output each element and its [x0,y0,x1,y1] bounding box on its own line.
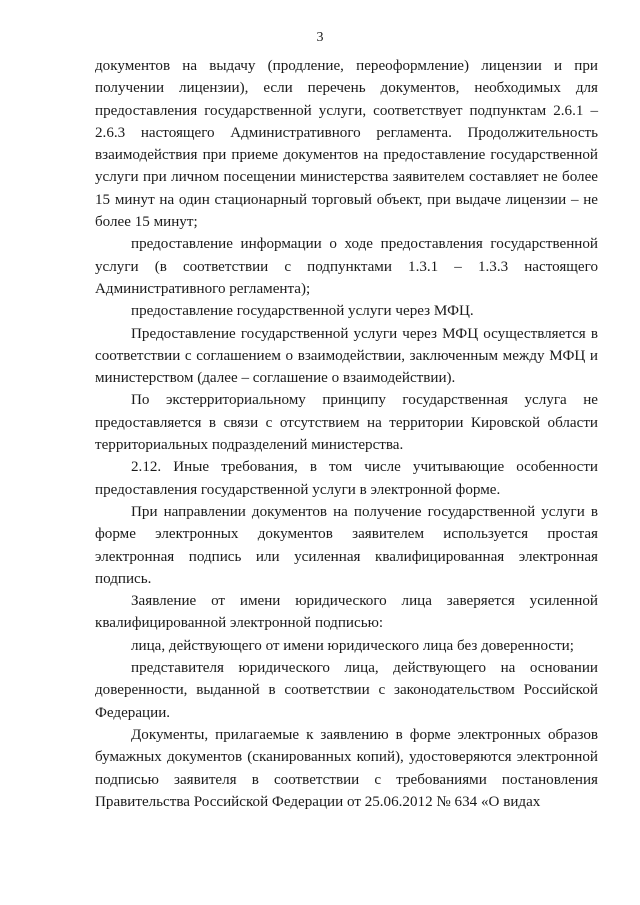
paragraph-section-2-12: 2.12. Иные требования, в том числе учитывающие особенности предоставления государственной услуги в электронной форме. [95,459,598,498]
paragraph-electronic-signature: При направлении документов на получение государственной услуги в форме электронных документов заявителем используется простая электронная подпись или усиленная квалифицированная электронная подпись. [95,503,598,587]
paragraph-legal-entity-signature: Заявление от имени юридического лица заверяется усиленной квалифицированной электронной подписью: [95,593,598,632]
paragraph-extraterritorial: По экстерриториальному принципу государственная услуга не предоставляется в связи с отсутствием на территории Кировской области территориальных подразделений министерства. [95,392,598,454]
paragraph-progress-info: предоставление информации о ходе предоставления государственной услуги (в соответствии с подпунктами 1.3.1 – 1.3.3 настоящего Административного регламента); [95,236,598,297]
page-number: 3 [316,30,324,45]
document-body [95,55,598,813]
paragraph-without-power-of-attorney: лица, действующего от имени юридического лица без доверенности; [131,637,574,654]
paragraph-mfc-agreement: Предоставление государственной услуги через МФЦ осуществляется в соответствии с соглашением о взаимодействии, заключенным между МФЦ и министерством (далее – соглашение о взаимодействии). [95,325,598,387]
paragraph-via-mfc: предоставление государственной услуги через МФЦ. [131,303,474,320]
paragraph-attached-documents: Документы, прилагаемые к заявлению в форме электронных образов бумажных документов (сканированных копий), удостоверяются электронной подписью заявителя в соответствии с требованиями постановления Правительства Российской Федерации от 25.06.2012 № 634 «О видах [95,726,598,810]
paragraph-continuation: документов на выдачу (продление, переоформление) лицензии и при получении лицензии), если перечень документов, необходимых для предоставления государственной услуги, соответствует подпунктам 2.6.1 – 2.6.3 настоящего Административного регламента. Продолжительность взаимодействия при приеме документов на предоставление государственной услуги при личном посещении министерства заявителем составляет не более 15 минут на один стационарный торговый объект, при выдаче лицензии – не более 15 минут; [95,58,598,231]
paragraph-representative: представителя юридического лица, действующего на основании доверенности, выданной в соответствии с законодательством Российской Федерации. [95,660,598,721]
